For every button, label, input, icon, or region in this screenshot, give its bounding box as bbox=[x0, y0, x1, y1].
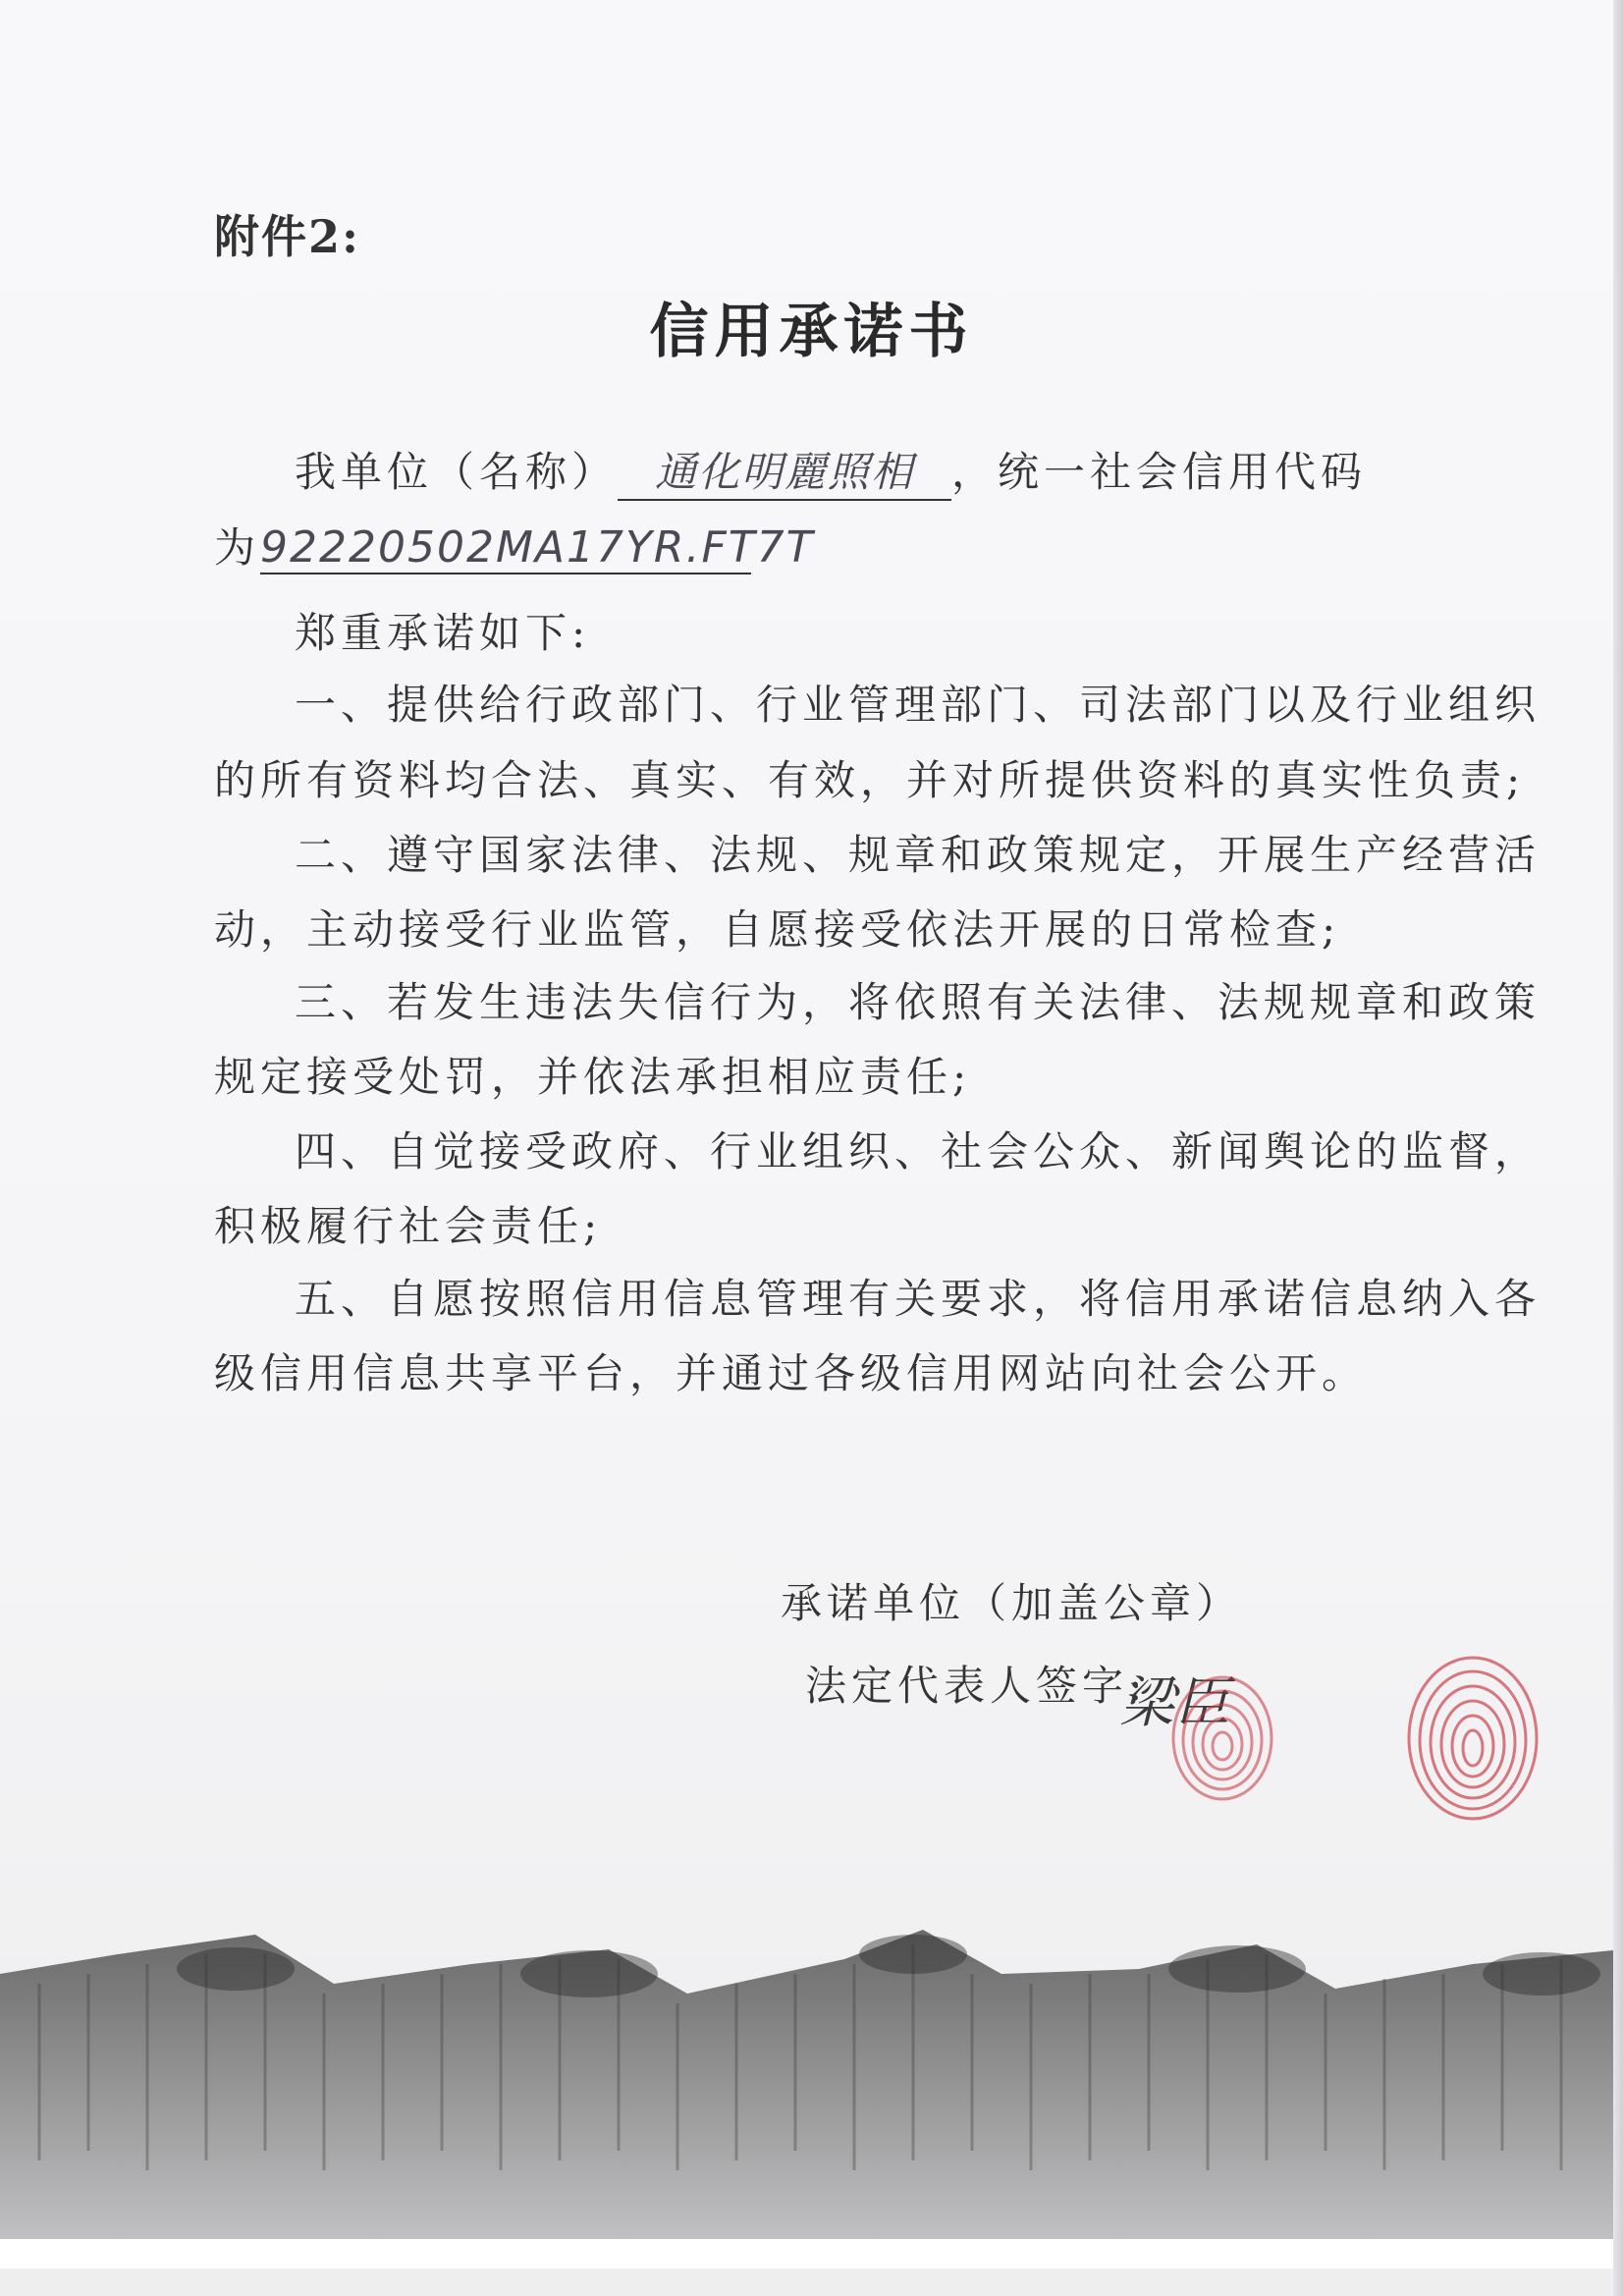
credit-code-prefix: 为 bbox=[214, 523, 261, 572]
fingerprint-icon bbox=[1163, 1669, 1281, 1807]
commit-intro: 郑重承诺如下: bbox=[295, 609, 591, 657]
unit-name-field bbox=[618, 440, 951, 501]
document-title: 信用承诺书 bbox=[649, 298, 974, 366]
promising-unit-label: 承诺单位（加盖公章） bbox=[781, 1579, 1243, 1627]
handwritten-signature: 梁臣 bbox=[1119, 1671, 1229, 1735]
commitment-1-line-b: 的所有资料均合法、真实、有效，并对所提供资料的真实性负责; bbox=[214, 756, 1526, 804]
attachment-label: 附件2: bbox=[214, 210, 360, 263]
commitment-3-line-b: 规定接受处罚，并依法承担相应责任; bbox=[214, 1053, 972, 1101]
commitment-4-line-b: 积极履行社会责任; bbox=[214, 1202, 603, 1250]
declaration-line-1 bbox=[295, 440, 1410, 501]
commitment-5-line-a: 五、自愿按照信用信息管理有关要求，将信用承诺信息纳入各 bbox=[295, 1275, 1542, 1323]
legal-rep-label: 法定代表人签字: bbox=[805, 1662, 1148, 1710]
unit-name-prefix: 我单位（名称） bbox=[295, 448, 619, 496]
declaration-line-2 bbox=[214, 516, 1410, 574]
credit-code-label: ，统一社会信用代码 bbox=[951, 448, 1368, 496]
commitment-1-line-a: 一、提供给行政部门、行业管理部门、司法部门以及行业组织 bbox=[295, 681, 1542, 729]
scan-edge-shadow bbox=[1613, 0, 1623, 2296]
fingerprint-icon bbox=[1399, 1650, 1546, 1827]
commitment-2-line-a: 二、遵守国家法律、法规、规章和政策规定，开展生产经营活 bbox=[295, 831, 1542, 879]
credit-code-handwritten: 92220502MA17YR.FT7T bbox=[260, 522, 815, 573]
credit-code-field bbox=[260, 522, 815, 574]
commitment-4-line-a: 四、自觉接受政府、行业组织、社会公众、新闻舆论的监督， bbox=[295, 1127, 1542, 1175]
commitment-2-line-b: 动，主动接受行业监管，自愿接受依法开展的日常检查; bbox=[214, 905, 1341, 954]
commitment-5-line-b: 级信用信息共享平台，并通过各级信用网站向社会公开。 bbox=[214, 1349, 1369, 1397]
unit-name-handwritten: 通化明麗照相 bbox=[655, 448, 915, 496]
decorative-scan-band bbox=[0, 1915, 1623, 2269]
commitment-3-line-a: 三、若发生违法失信行为，将依照有关法律、法规规章和政策 bbox=[295, 978, 1542, 1026]
